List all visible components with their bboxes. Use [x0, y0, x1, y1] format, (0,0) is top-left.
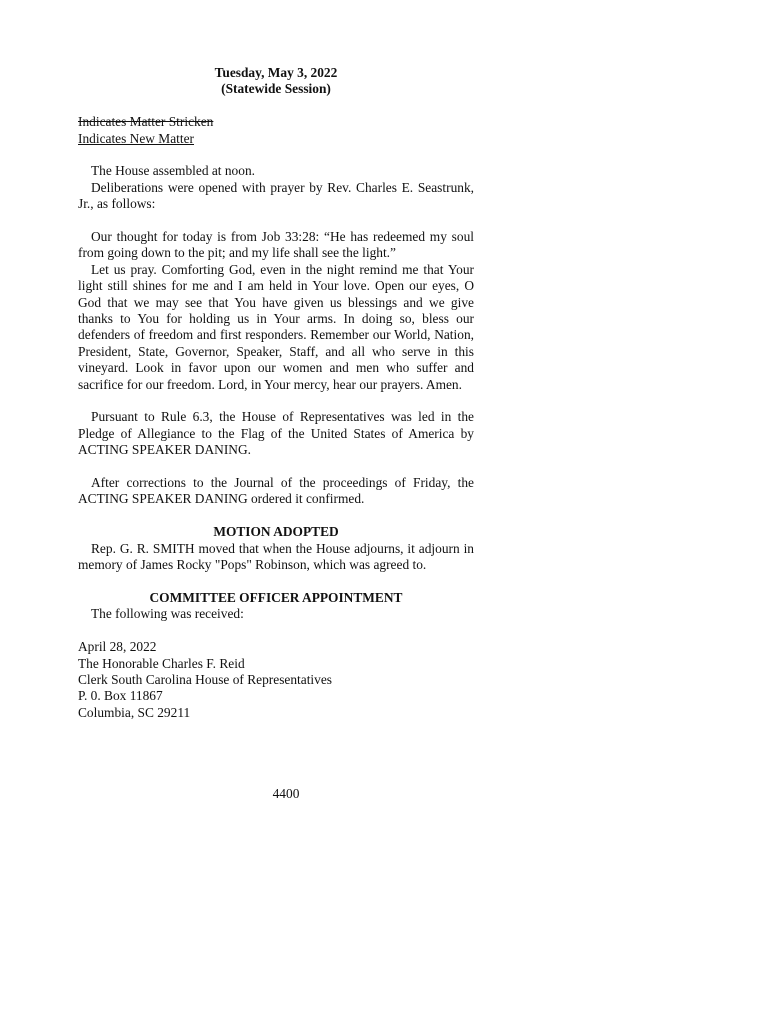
assembled-text: The House assembled at noon. — [91, 163, 255, 179]
pledge-text: Pursuant to Rule 6.3, the House of Representatives was led in the Pledge of Allegiance to the Flag of the United States of America by ACTING SPEAKER DANING. — [78, 409, 474, 458]
legend-stricken: Indicates Matter Stricken — [78, 114, 214, 130]
session-date: Tuesday, May 3, 2022 — [214, 65, 338, 80]
prayer-body: Let us pray. Comforting God, even in the night remind me that Your light still shines for me and I am held in Your love. Open our eyes, O God that we may see that You have given us blessings and we give thanks to You for holding us in Your arms. In doing so, bless our defenders of freedom and first responders. Remember our World, Nation, President, State, Governor, Speaker, Staff, and all who serve in this vineyard. Look in favor upon our women and men who suffer and sacrifice for our freedom. Lord, in Your mercy, hear our prayers. Amen. — [78, 261, 474, 392]
prayer-thought: Our thought for today is from Job 33:28: “He has redeemed my soul from going down to the pit; and my life shall see the light.” — [78, 229, 474, 261]
letter-address — [78, 639, 474, 721]
deliberations-text: Deliberations were opened with prayer by Rev. Charles E. Seastrunk, Jr., as follows: — [78, 179, 474, 212]
page-number: 4400 — [272, 786, 300, 801]
motion-heading: MOTION ADOPTED — [213, 524, 339, 540]
journal-page — [78, 65, 474, 721]
letter-po-box: P. 0. Box 11867 — [78, 688, 163, 704]
session-type: (Statewide Session) — [221, 81, 331, 97]
motion-text: Rep. G. R. SMITH moved that when the House adjourns, it adjourn in memory of James Rocky "Pops" Robinson, which was agreed to. — [78, 540, 474, 573]
letter-recipient: The Honorable Charles F. Reid — [78, 655, 245, 671]
committee-intro: The following was received: — [91, 606, 244, 622]
letter-city: Columbia, SC 29211 — [78, 704, 191, 720]
letter-recipient-title: Clerk South Carolina House of Representatives — [78, 671, 332, 687]
legend-new-matter: Indicates New Matter — [78, 130, 195, 146]
committee-heading: COMMITTEE OFFICER APPOINTMENT — [149, 589, 403, 605]
corrections-text: After corrections to the Journal of the proceedings of Friday, the ACTING SPEAKER DANING ordered it confirmed. — [78, 475, 474, 507]
letter-date: April 28, 2022 — [78, 639, 157, 655]
